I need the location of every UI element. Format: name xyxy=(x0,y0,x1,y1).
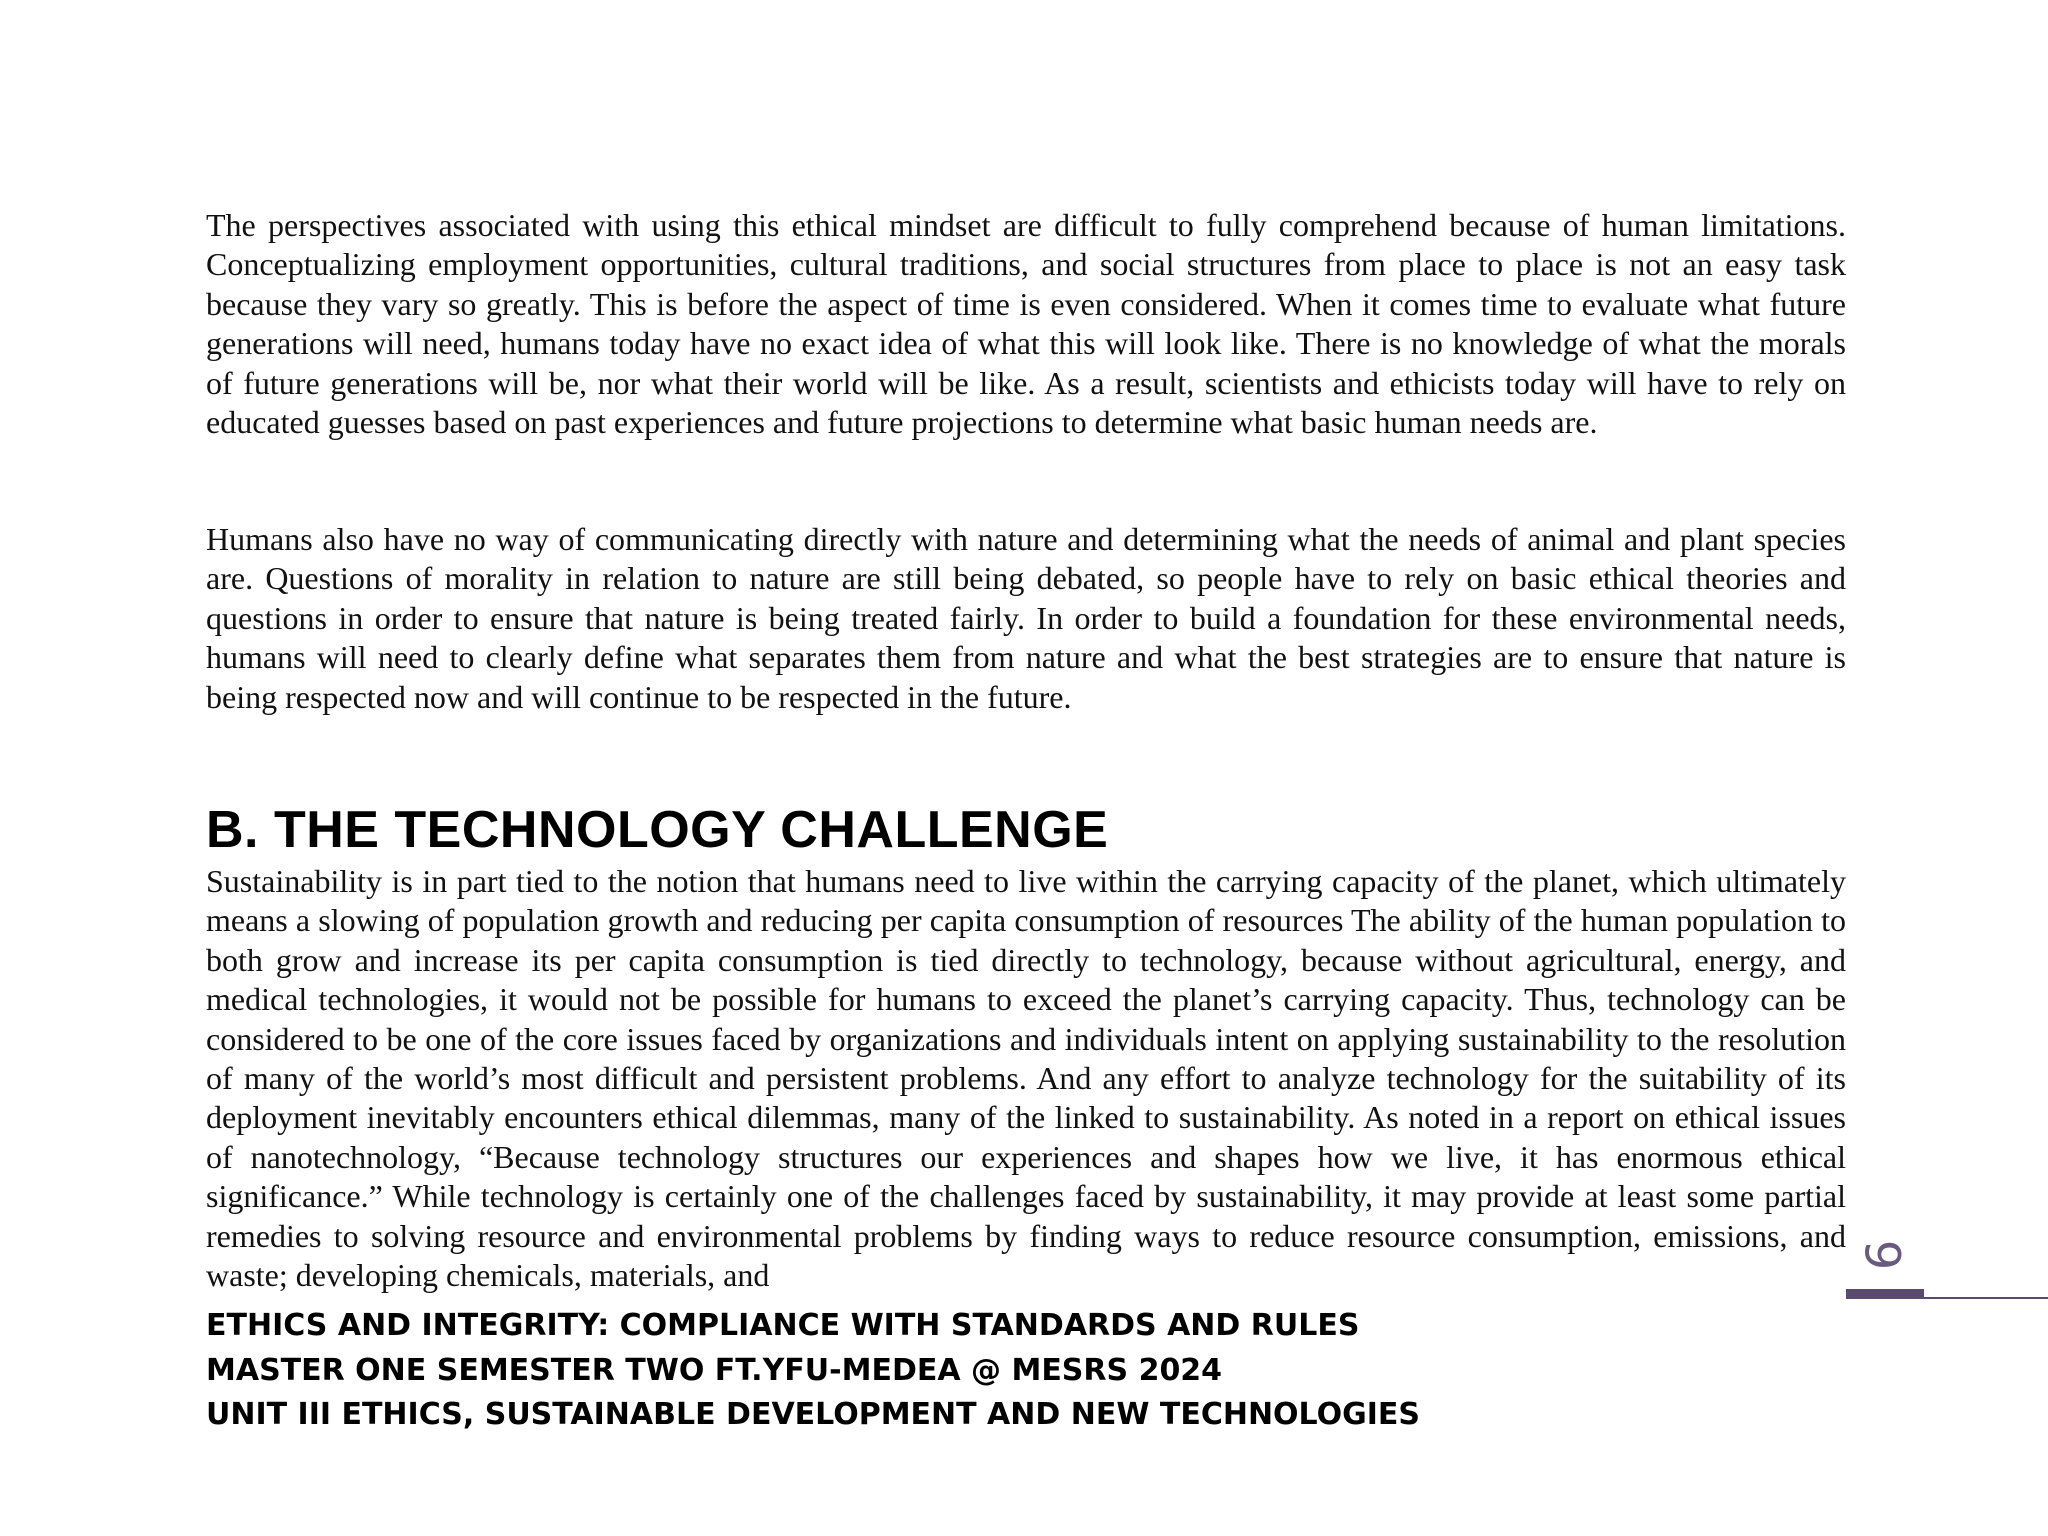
footer-program-info: MASTER ONE SEMESTER TWO FT.YFU-MEDEA @ MESRS 2024 xyxy=(206,1353,1223,1388)
page-number-rule xyxy=(1846,1297,2048,1299)
paragraph-technology-challenge: Sustainability is in part tied to the notion that humans need to live within the carrying capacity of the planet, which ultimately means a slowing of population growth and reducing per capita consumption of resources The ability of the human population to both grow and increase its per capita consumption is tied directly to technology, because without agricultural, energy, and medical technologies, it would not be possible for humans to exceed the planet’s carrying capacity. Thus, technology can be considered to be one of the core issues faced by organizations and individuals intent on applying sustainability to the resolution of many of the world’s most difficult and persistent problems. And any effort to analyze technology for the suitability of its deployment inevitably encounters ethical dilemmas, many of the linked to sustainability. As noted in a report on ethical issues of nanotechnology, “Because technology structures our experiences and shapes how we live, it has enormous ethical significance.” While technology is certainly one of the challenges faced by sustainability, it may provide at least some partial remedies to solving resource and environmental problems by finding ways to reduce resource consumption, emissions, and waste; developing chemicals, materials, and xyxy=(206,863,1846,1294)
paragraph-nature-communication: Humans also have no way of communicating directly with nature and determining what the needs of animal and plant species are. Questions of morality in relation to nature are still being debated, so people have to rely on basic ethical theories and questions in order to ensure that nature is being treated fairly. In order to build a foundation for these environmental needs, humans will need to clearly define what separates them from nature and what the best strategies are to ensure that nature is being respected now and will continue to be respected in the future. xyxy=(206,521,1846,715)
page-number: 6 xyxy=(1857,1239,1913,1271)
section-heading: B. THE TECHNOLOGY CHALLENGE xyxy=(206,801,1109,859)
footer-course-title: ETHICS AND INTEGRITY: COMPLIANCE WITH STANDARDS AND RULES xyxy=(206,1308,1360,1343)
footer-unit-title: UNIT III ETHICS, SUSTAINABLE DEVELOPMENT AND NEW TECHNOLOGIES xyxy=(206,1397,1420,1432)
paragraph-perspectives: The perspectives associated with using this ethical mindset are difficult to fully comprehend because of human limitations. Conceptualizing employment opportunities, cultural traditions, and social structures from place to place is not an easy task because they vary so greatly. This is before the aspect of time is even considered. When it comes time to evaluate what future generations will need, humans today have no exact idea of what this will look like. There is no knowledge of what the morals of future generations will be, nor what their world will be like. As a result, scientists and ethicists today will have to rely on educated guesses based on past experiences and future projections to determine what basic human needs are. xyxy=(206,207,1846,441)
